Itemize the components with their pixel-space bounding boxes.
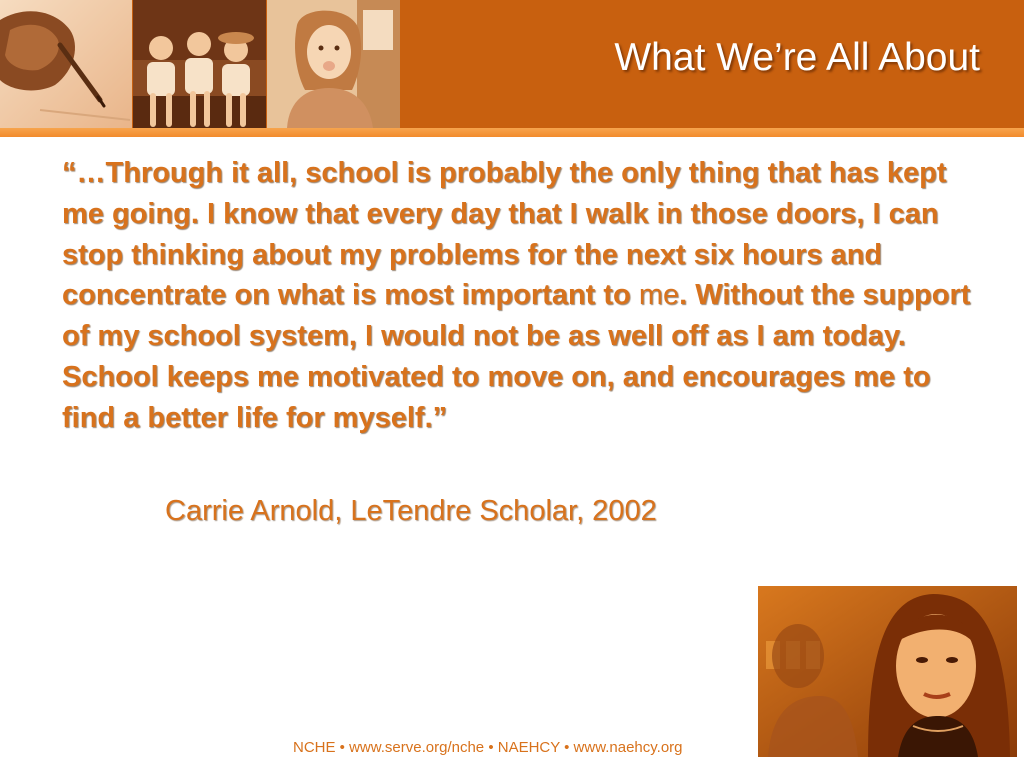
quote-attribution: Carrie Arnold, LeTendre Scholar, 2002	[165, 495, 657, 527]
footer-links: NCHE • www.serve.org/nche • NAEHCY • www.naehcy.org	[293, 739, 683, 756]
teen-girl-photo	[758, 586, 1017, 757]
quote-text	[62, 153, 972, 439]
quote-text-part1: “…Through it all, school is probably the only thing that has kept me going. I know that every day that I walk in those doors, I can stop thinking about my problems for the next six hours and concentrate on what is most important to	[62, 157, 947, 312]
children-group-photo	[133, 0, 266, 128]
young-girl-photo	[267, 0, 400, 128]
quote-text-part2: me	[638, 279, 680, 312]
hand-writing-photo	[0, 0, 132, 128]
header-stripe	[0, 128, 1024, 137]
slide-title: What We’re All About	[614, 36, 980, 79]
quote-text-part3: . Without the support of my school system, I would not be as well off as I am today. School keeps me motivated to move on, and encourages me to find a better life for myself.”	[62, 279, 971, 434]
